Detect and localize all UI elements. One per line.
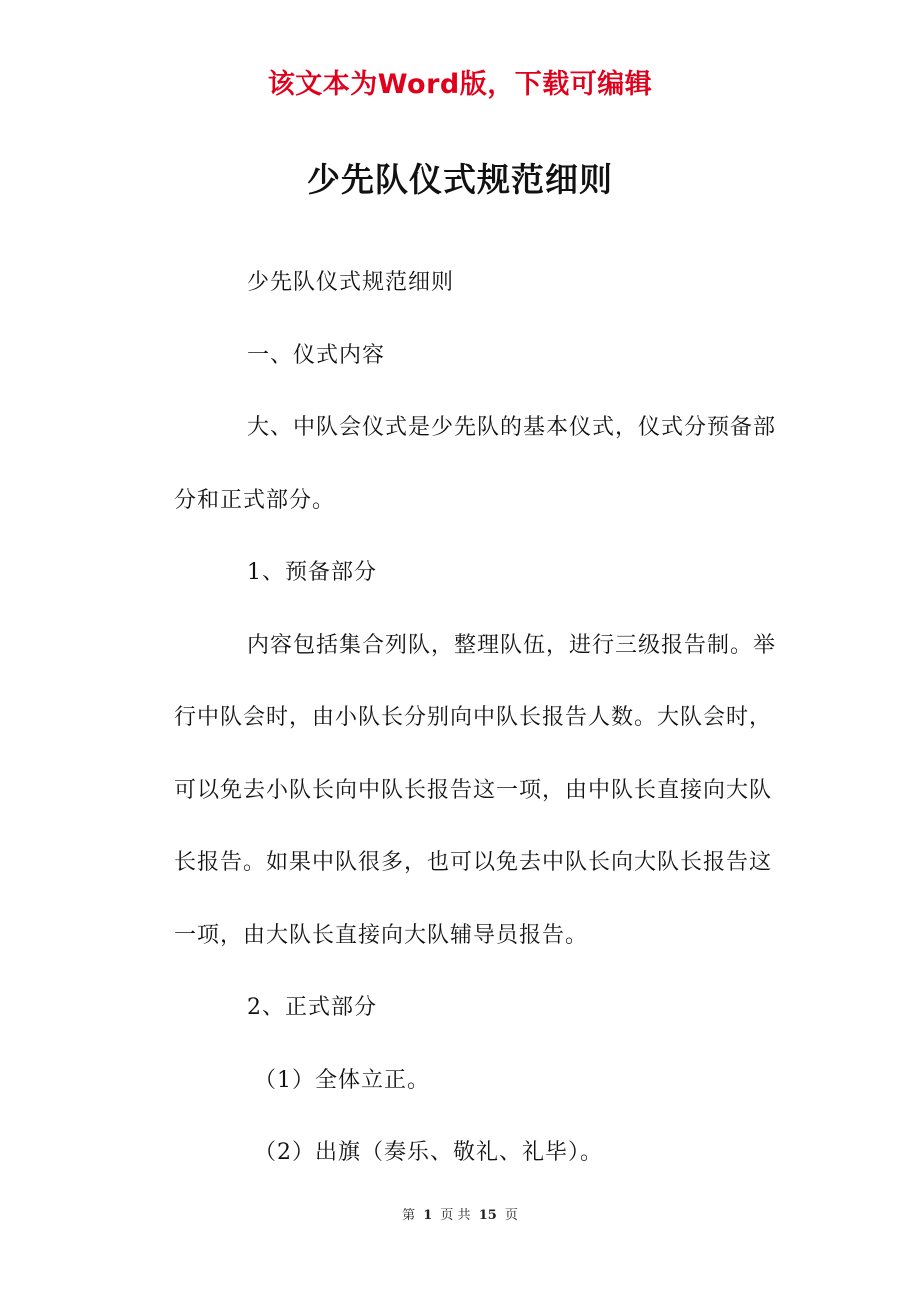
subheading-formal-part: 2、正式部分 [247, 995, 377, 1020]
footer-prefix: 第 [402, 1208, 416, 1223]
total-page-count: 15 [478, 1208, 497, 1223]
current-page-number: 1 [423, 1208, 433, 1223]
paragraph-subtitle: 少先队仪式规范细则 [247, 270, 455, 295]
paragraph-ceremony-intro: 大、中队会仪式是少先队的基本仪式，仪式分预备部分和正式部分。 [174, 415, 777, 513]
footer-suffix: 页 [504, 1208, 518, 1223]
footer-middle: 页 共 [440, 1208, 471, 1223]
page-footer [0, 1204, 920, 1228]
subheading-preparation: 1、预备部分 [247, 560, 377, 585]
download-banner: 该文本为Word版，下载可编辑 [267, 69, 653, 100]
document-title: 少先队仪式规范细则 [307, 160, 613, 199]
paragraph-preparation-detail: 内容包括集合列队，整理队伍，进行三级报告制。举行中队会时，由小队长分别向中队长报告人数。大队会时，可以免去小队长向中队长报告这一项，由中队长直接向大队长报告。如果中队很多，也可以免去中队长向大队长报告这一项，由大队长直接向大队辅导员报告。 [174, 632, 777, 948]
list-item-flag-out: （2）出旗（奏乐、敬礼、礼毕）。 [254, 1140, 603, 1165]
document-body [174, 247, 786, 1190]
list-item-stand-at-attention: （1）全体立正。 [254, 1067, 430, 1093]
section-heading-ceremony-content: 一、仪式内容 [247, 342, 386, 368]
